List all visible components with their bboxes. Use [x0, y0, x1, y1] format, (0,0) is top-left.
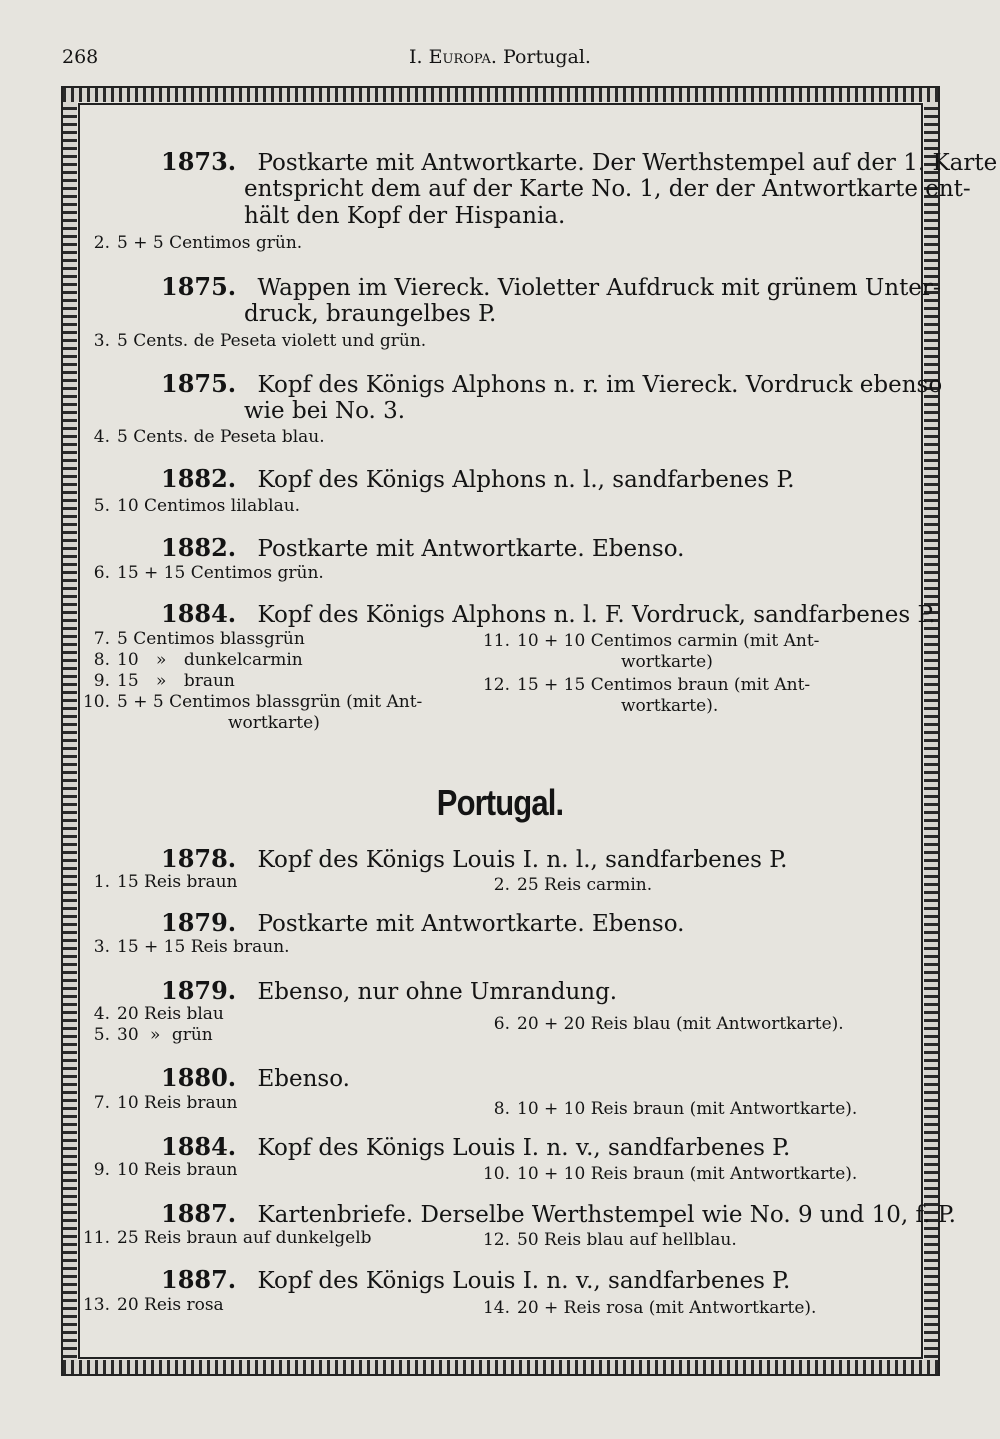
entry-header: 1875. Kopf des Königs Alphons n. r. im Viereck. Vordruck ebenso	[161, 369, 943, 398]
entry-header: 1879. Ebenso, nur ohne Umrandung.	[161, 976, 618, 1005]
list-item: 7. 5 Centimos blassgrün	[93, 629, 305, 649]
entry-header: 1878. Kopf des Königs Louis I. n. l., sandfarbenes P.	[161, 844, 788, 873]
list-item: 2. 25 Reis carmin.	[493, 875, 653, 895]
entry-header: 1887. Kopf des Königs Louis I. n. v., sandfarbenes P.	[161, 1265, 791, 1294]
list-item: 5. 30 » grün	[93, 1025, 213, 1045]
entry-text-line: druck, braungelbes P.	[244, 301, 497, 327]
entry-header: 1882. Postkarte mit Antwortkarte. Ebenso.	[161, 533, 685, 562]
entry-header: 1880. Ebenso.	[161, 1063, 350, 1092]
entry-header: 1879. Postkarte mit Antwortkarte. Ebenso.	[161, 908, 685, 937]
list-item: 6. 20 + 20 Reis blau (mit Antwortkarte).	[493, 1014, 844, 1034]
section-title: Portugal.	[436, 782, 564, 823]
list-item: 11. 10 + 10 Centimos carmin (mit Ant-	[482, 631, 820, 651]
list-item: 9. 15 » braun	[93, 671, 235, 691]
list-item: 13. 20 Reis rosa	[82, 1295, 224, 1315]
entry-header: 1875. Wappen im Viereck. Violetter Aufdruck mit grünem Unter-	[161, 272, 941, 301]
entry-year: 1884.	[161, 599, 237, 628]
list-item: 7. 10 Reis braun	[93, 1093, 238, 1113]
list-item: 4. 20 Reis blau	[93, 1004, 224, 1024]
list-item: 14. 20 + Reis rosa (mit Antwortkarte).	[482, 1298, 817, 1318]
entry-header: 1882. Kopf des Königs Alphons n. l., sandfarbenes P.	[161, 464, 795, 493]
list-item: 2. 5 + 5 Centimos grün.	[93, 233, 303, 253]
list-item: 10. 5 + 5 Centimos blassgrün (mit Ant-	[82, 692, 423, 712]
list-item: 4. 5 Cents. de Peseta blau.	[93, 427, 325, 447]
list-item: 12. 15 + 15 Centimos braun (mit Ant-	[482, 675, 811, 695]
entry-text-line: wie bei No. 3.	[244, 398, 406, 424]
page-number: 268	[62, 46, 99, 68]
list-item: 12. 50 Reis blau auf hellblau.	[482, 1230, 737, 1250]
entry-header: 1887. Kartenbriefe. Derselbe Werthstempel wie No. 9 und 10, f. P.	[161, 1199, 956, 1228]
running-title: I. Europa. Portugal.	[409, 46, 591, 68]
entry-year: 1873.	[161, 147, 237, 176]
entry-year: 1875.	[161, 272, 237, 301]
entry-year: 1880.	[161, 1063, 237, 1092]
list-item: 10. 10 + 10 Reis braun (mit Antwortkarte).	[482, 1164, 858, 1184]
list-item-continuation: wortkarte).	[621, 696, 719, 716]
list-item: 6. 15 + 15 Centimos grün.	[93, 563, 324, 583]
entry-header: 1884. Kopf des Königs Alphons n. l. F. Vordruck, sandfarbenes P.	[161, 599, 936, 628]
list-item: 8. 10 » dunkelcarmin	[93, 650, 303, 670]
list-item-continuation: wortkarte)	[228, 713, 320, 733]
list-item: 1. 15 Reis braun	[93, 872, 238, 892]
entry-year: 1878.	[161, 844, 237, 873]
list-item: 9. 10 Reis braun	[93, 1160, 238, 1180]
list-item: 5. 10 Centimos lilablau.	[93, 496, 301, 516]
entry-header: 1873. Postkarte mit Antwortkarte. Der Werthstempel auf der 1. Karte	[161, 147, 998, 176]
list-item-continuation: wortkarte)	[621, 652, 713, 672]
entry-year: 1882.	[161, 464, 237, 493]
entry-year: 1882.	[161, 533, 237, 562]
entry-year: 1879.	[161, 908, 237, 937]
entry-year: 1887.	[161, 1265, 237, 1294]
list-item: 3. 15 + 15 Reis braun.	[93, 937, 290, 957]
entry-header: 1884. Kopf des Königs Louis I. n. v., sandfarbenes P.	[161, 1132, 791, 1161]
entry-year: 1875.	[161, 369, 237, 398]
entry-text-line: hält den Kopf der Hispania.	[244, 203, 566, 229]
list-item: 8. 10 + 10 Reis braun (mit Antwortkarte).	[493, 1099, 858, 1119]
list-item: 3. 5 Cents. de Peseta violett und grün.	[93, 331, 427, 351]
list-item: 11. 25 Reis braun auf dunkelgelb	[82, 1228, 372, 1248]
entry-year: 1884.	[161, 1132, 237, 1161]
entry-year: 1879.	[161, 976, 237, 1005]
entry-text-line: entspricht dem auf der Karte No. 1, der der Antwortkarte ent-	[244, 176, 971, 202]
entry-year: 1887.	[161, 1199, 237, 1228]
